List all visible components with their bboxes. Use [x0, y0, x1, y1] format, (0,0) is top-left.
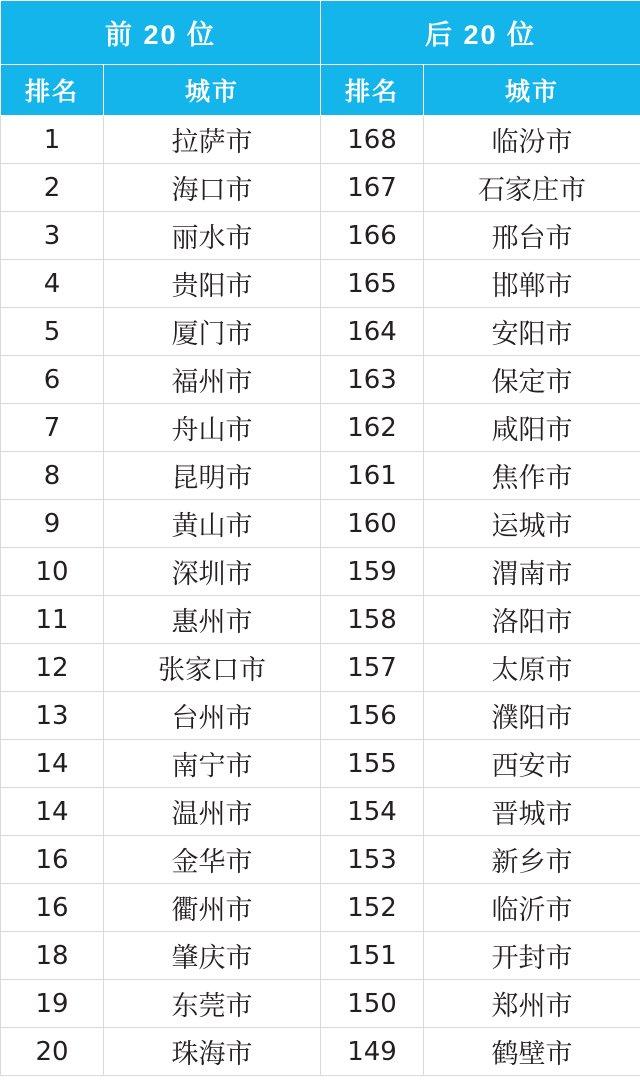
cell-city-right: 运城市 — [424, 500, 640, 548]
cell-rank-right: 152 — [321, 884, 424, 932]
cell-rank-left: 3 — [1, 212, 104, 260]
cell-city-right: 洛阳市 — [424, 596, 640, 644]
cell-rank-left: 9 — [1, 500, 104, 548]
cell-city-right: 新乡市 — [424, 836, 640, 884]
column-header-rank-left: 排名 — [1, 65, 104, 116]
table-row — [1, 308, 640, 356]
table-row — [1, 356, 640, 404]
cell-city-left: 台州市 — [104, 692, 321, 740]
group-header-row — [1, 1, 640, 65]
table-row — [1, 1028, 640, 1076]
cell-city-left: 昆明市 — [104, 452, 321, 500]
cell-rank-right: 168 — [321, 116, 424, 164]
cell-city-left: 衢州市 — [104, 884, 321, 932]
cell-rank-right: 165 — [321, 260, 424, 308]
cell-rank-right: 153 — [321, 836, 424, 884]
cell-rank-left: 16 — [1, 836, 104, 884]
cell-rank-left: 19 — [1, 980, 104, 1028]
cell-city-right: 西安市 — [424, 740, 640, 788]
table-row — [1, 212, 640, 260]
cell-rank-right: 166 — [321, 212, 424, 260]
cell-rank-left: 8 — [1, 452, 104, 500]
table-row — [1, 404, 640, 452]
cell-city-left: 舟山市 — [104, 404, 321, 452]
cell-rank-right: 150 — [321, 980, 424, 1028]
cell-rank-right: 164 — [321, 308, 424, 356]
cell-city-right: 晋城市 — [424, 788, 640, 836]
cell-rank-right: 167 — [321, 164, 424, 212]
cell-rank-right: 155 — [321, 740, 424, 788]
group-header-top20: 前 20 位 — [1, 1, 321, 65]
cell-city-right: 鹤壁市 — [424, 1028, 640, 1076]
cell-rank-left: 4 — [1, 260, 104, 308]
cell-city-left: 东莞市 — [104, 980, 321, 1028]
cell-rank-right: 149 — [321, 1028, 424, 1076]
column-header-rank-right: 排名 — [321, 65, 424, 116]
cell-city-left: 拉萨市 — [104, 116, 321, 164]
cell-city-left: 温州市 — [104, 788, 321, 836]
cell-city-right: 安阳市 — [424, 308, 640, 356]
table-row — [1, 740, 640, 788]
cell-city-right: 咸阳市 — [424, 404, 640, 452]
table-body — [1, 116, 640, 1076]
cell-rank-right: 159 — [321, 548, 424, 596]
cell-rank-left: 18 — [1, 932, 104, 980]
table-row — [1, 932, 640, 980]
cell-rank-right: 156 — [321, 692, 424, 740]
cell-city-left: 厦门市 — [104, 308, 321, 356]
table-row — [1, 788, 640, 836]
cell-city-right: 太原市 — [424, 644, 640, 692]
cell-rank-right: 162 — [321, 404, 424, 452]
cell-rank-right: 160 — [321, 500, 424, 548]
cell-rank-left: 6 — [1, 356, 104, 404]
cell-city-right: 郑州市 — [424, 980, 640, 1028]
cell-city-left: 海口市 — [104, 164, 321, 212]
column-header-city-right: 城市 — [424, 65, 640, 116]
cell-city-left: 南宁市 — [104, 740, 321, 788]
cell-city-left: 惠州市 — [104, 596, 321, 644]
cell-rank-right: 158 — [321, 596, 424, 644]
cell-city-left: 贵阳市 — [104, 260, 321, 308]
cell-rank-right: 157 — [321, 644, 424, 692]
table-row — [1, 884, 640, 932]
table-row — [1, 836, 640, 884]
cell-rank-left: 5 — [1, 308, 104, 356]
table-row — [1, 260, 640, 308]
cell-rank-left: 14 — [1, 740, 104, 788]
cell-city-right: 焦作市 — [424, 452, 640, 500]
cell-city-right: 邯郸市 — [424, 260, 640, 308]
cell-city-left: 黄山市 — [104, 500, 321, 548]
cell-rank-left: 13 — [1, 692, 104, 740]
cell-rank-left: 7 — [1, 404, 104, 452]
cell-city-right: 保定市 — [424, 356, 640, 404]
cell-rank-left: 20 — [1, 1028, 104, 1076]
table-row — [1, 500, 640, 548]
cell-city-left: 丽水市 — [104, 212, 321, 260]
cell-rank-left: 1 — [1, 116, 104, 164]
cell-rank-right: 161 — [321, 452, 424, 500]
cell-city-right: 开封市 — [424, 932, 640, 980]
cell-city-left: 金华市 — [104, 836, 321, 884]
cell-rank-left: 10 — [1, 548, 104, 596]
cell-rank-left: 16 — [1, 884, 104, 932]
column-header-city-left: 城市 — [104, 65, 321, 116]
cell-city-right: 邢台市 — [424, 212, 640, 260]
cell-rank-left: 12 — [1, 644, 104, 692]
cell-rank-left: 2 — [1, 164, 104, 212]
cell-rank-right: 163 — [321, 356, 424, 404]
cell-city-right: 渭南市 — [424, 548, 640, 596]
cell-city-right: 临沂市 — [424, 884, 640, 932]
table-row — [1, 116, 640, 164]
cell-rank-left: 11 — [1, 596, 104, 644]
cell-city-left: 珠海市 — [104, 1028, 321, 1076]
table-row — [1, 164, 640, 212]
table-row — [1, 548, 640, 596]
cell-city-right: 濮阳市 — [424, 692, 640, 740]
table-row — [1, 452, 640, 500]
cell-rank-right: 154 — [321, 788, 424, 836]
cell-rank-left: 14 — [1, 788, 104, 836]
table-row — [1, 596, 640, 644]
cell-city-right: 临汾市 — [424, 116, 640, 164]
cell-city-left: 张家口市 — [104, 644, 321, 692]
cell-city-left: 肇庆市 — [104, 932, 321, 980]
group-header-bottom20: 后 20 位 — [321, 1, 640, 65]
cell-city-left: 深圳市 — [104, 548, 321, 596]
cell-rank-right: 151 — [321, 932, 424, 980]
cell-city-left: 福州市 — [104, 356, 321, 404]
table-row — [1, 692, 640, 740]
table-header — [1, 1, 640, 116]
table-row — [1, 980, 640, 1028]
table-row — [1, 644, 640, 692]
cell-city-right: 石家庄市 — [424, 164, 640, 212]
column-header-row — [1, 65, 640, 116]
